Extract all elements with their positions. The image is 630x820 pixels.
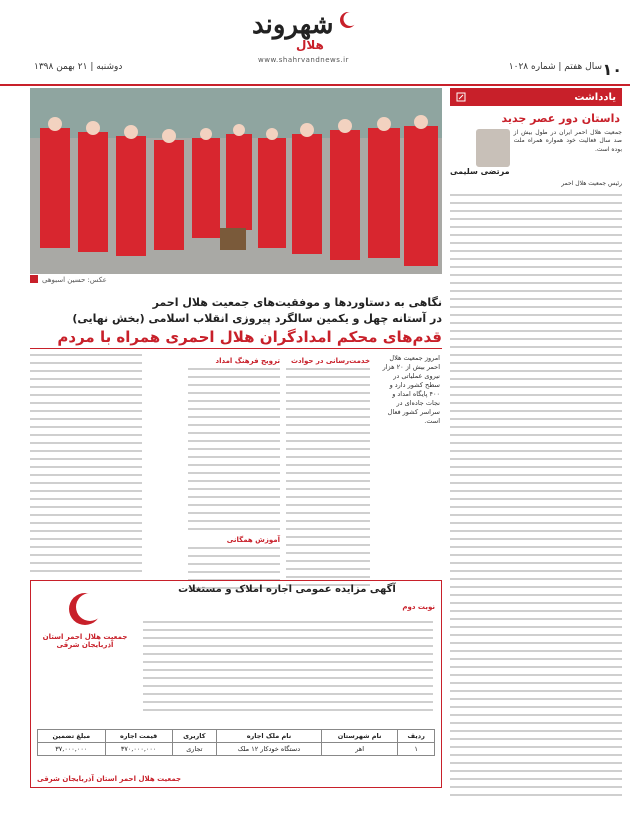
photo-caption: عکس: حسین اسبوهی [42, 276, 107, 284]
table-row [38, 743, 435, 756]
headline-rule [30, 348, 442, 349]
tender-advertisement [30, 580, 442, 788]
masthead-logo [252, 6, 364, 70]
table-cell: ۳۷۰,۰۰۰,۰۰۰ [105, 743, 172, 756]
kicker-line-1: نگاهی به دستاوردها و موفقیت‌های جمعیت هلال احمر [152, 296, 442, 309]
subhead-1: خدمت‌رسانی در حوادث [290, 357, 370, 365]
page-header [0, 0, 630, 86]
page-number: ۱۰ [602, 60, 622, 79]
photo-illustration [30, 88, 442, 274]
ad-title: آگهی مزایده عمومی اجاره املاک و مستغلات [178, 584, 396, 595]
body-column-2 [188, 354, 280, 595]
author-name: مرتضی سلیمی [450, 167, 510, 176]
author-block [450, 129, 622, 176]
ad-table [37, 729, 435, 756]
ad-table-header-cell: مبلغ تضمین [38, 730, 106, 743]
kicker-line-2: در آستانه چهل و یکمین سالگرد پیروزی انقلاب اسلامی (بخش نهایی) [72, 312, 442, 325]
column-body [450, 194, 622, 796]
subhead-3: آموزش همگانی [226, 536, 280, 544]
main-headline: قدم‌های محکم امدادگران هلال احمری همراه با مردم [57, 328, 442, 346]
caption-marker [30, 275, 38, 283]
section-bar [450, 88, 622, 106]
ad-table-header-cell: ردیف [398, 730, 435, 743]
rescuers-photo [30, 88, 442, 274]
ad-org: جمعیت هلال احمر استان آذربایجان شرقی [42, 633, 128, 649]
pen-icon [456, 92, 466, 102]
body-column-1 [286, 354, 370, 592]
intro-box: امروز جمعیت هلال احمر بیش از ۲۰ هزار نیروی عملیاتی در سطح کشور دارد و ۴۰۰ پایگاه امداد و نجات جاده‌ای در سراسر کشور فعال است. [382, 354, 440, 425]
red-crescent-icon [65, 589, 105, 629]
table-cell: تجاری [172, 743, 216, 756]
ad-footer: جمعیت هلال احمر استان آذربایجان شرقی [37, 775, 182, 783]
author-role: رئیس جمعیت هلال احمر [561, 180, 622, 187]
ad-table-header-cell: نام شهرستان [321, 730, 398, 743]
logo-sub: هلال [296, 38, 324, 52]
table-cell: دستگاه خودکار ۱۲ ملک [217, 743, 322, 756]
table-cell: ۳۷,۰۰۰,۰۰۰ [38, 743, 106, 756]
column-title: داستان دور عصر جدید [501, 112, 620, 125]
ad-logo [37, 589, 133, 669]
ad-table-header-cell: نام ملک اجاره [217, 730, 322, 743]
column-lead: جمعیت هلال احمر ایران در طول بیش از صد سال فعالیت خود همواره همراه ملت بوده است. [513, 129, 622, 153]
body-column-3 [30, 354, 142, 578]
ad-table-header [38, 730, 435, 743]
ad-table-body [38, 743, 435, 756]
ad-body [143, 621, 433, 717]
subhead-2: ترویج فرهنگ امداد [215, 357, 280, 365]
table-cell: ۱ [398, 743, 435, 756]
issue-date: دوشنبه | ۲۱ بهمن ۱۳۹۸ [34, 62, 123, 72]
logo-wordmark: شهروند [252, 10, 334, 40]
red-crescent-icon [338, 10, 358, 30]
section-label: یادداشت [574, 91, 616, 103]
ad-table-header-cell: کاربری [172, 730, 216, 743]
issue-info: سال هفتم | شماره ۱۰۲۸ [508, 62, 602, 72]
author-info [450, 129, 510, 176]
ad-notice-number: نوبت دوم [402, 603, 435, 611]
ad-table-header-cell: قیمت اجاره [105, 730, 172, 743]
opinion-column [450, 88, 622, 790]
website: www.shahrvandnews.ir [258, 56, 349, 64]
table-cell: اهر [321, 743, 398, 756]
author-photo [476, 129, 510, 167]
